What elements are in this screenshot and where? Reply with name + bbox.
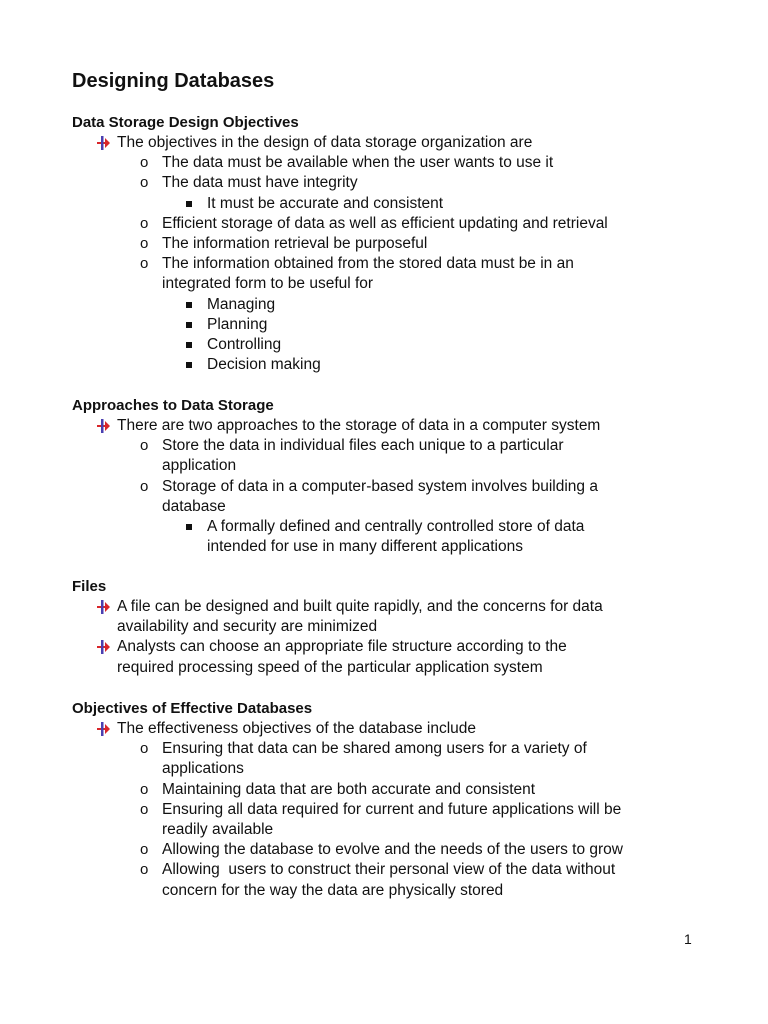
page-number: 1 [684, 931, 692, 947]
list-item: o Store the data in individual files each unique to a particular [72, 436, 712, 456]
arrow-bullet-icon [95, 640, 111, 654]
list-item: o Ensuring all data required for current and future applications will be [72, 800, 712, 820]
list-item-continuation: required processing speed of the particular application system [117, 658, 543, 676]
circle-bullet-icon: o [140, 800, 149, 818]
list-item: The effectiveness objectives of the database include [72, 719, 712, 739]
arrow-bullet-icon [95, 136, 111, 150]
list-item: Managing [72, 295, 712, 315]
list-item: o The data must be available when the user wants to use it [72, 153, 712, 173]
list-item: A file can be designed and built quite rapidly, and the concerns for data [72, 597, 712, 617]
list-item: o The data must have integrity [72, 173, 712, 193]
arrow-bullet-icon [95, 722, 111, 736]
circle-bullet-icon: o [140, 437, 149, 455]
circle-bullet-icon: o [140, 154, 149, 172]
square-bullet-icon [186, 201, 192, 207]
section-approaches-to-data-storage [72, 396, 712, 557]
circle-bullet-icon: o [140, 740, 149, 758]
section-data-storage-design-objectives [72, 113, 712, 375]
circle-bullet-icon: o [140, 255, 149, 273]
list-item: o The information retrieval be purposeful [72, 234, 712, 254]
section-heading: Files [72, 578, 107, 595]
list-item: Analysts can choose an appropriate file structure according to the [72, 637, 712, 657]
list-item: It must be accurate and consistent [72, 194, 712, 214]
square-bullet-icon [186, 342, 192, 348]
arrow-bullet-icon [95, 419, 111, 433]
circle-bullet-icon: o [140, 780, 149, 798]
list-item: o The information obtained from the stored data must be in an [72, 254, 712, 274]
list-item: Planning [72, 315, 712, 335]
list-item-continuation: integrated form to be useful for [162, 275, 374, 293]
circle-bullet-icon: o [140, 477, 149, 495]
page-title: Designing Databases [72, 70, 275, 92]
list-item: Controlling [72, 335, 712, 355]
circle-bullet-icon: o [140, 841, 149, 859]
list-item-continuation: application [162, 457, 237, 475]
square-bullet-icon [186, 362, 192, 368]
circle-bullet-icon: o [140, 174, 149, 192]
list-item: Decision making [72, 355, 712, 375]
list-item: o Allowing the database to evolve and the needs of the users to grow [72, 840, 712, 860]
arrow-bullet-icon [95, 600, 111, 614]
circle-bullet-icon: o [140, 861, 149, 879]
section-heading: Objectives of Effective Databases [72, 700, 313, 717]
section-files [72, 577, 712, 678]
section-heading: Approaches to Data Storage [72, 397, 274, 414]
list-item: A formally defined and centrally controlled store of data [72, 517, 712, 537]
circle-bullet-icon: o [140, 235, 149, 253]
list-item: The objectives in the design of data storage organization are [72, 133, 712, 153]
list-item-continuation: database [162, 497, 226, 515]
section-heading: Data Storage Design Objectives [72, 114, 299, 131]
list-item-continuation: availability and security are minimized [117, 618, 378, 636]
square-bullet-icon [186, 302, 192, 308]
section-objectives-of-effective-databases [72, 699, 712, 901]
list-item-continuation: concern for the way the data are physically stored [162, 881, 504, 899]
list-item: There are two approaches to the storage of data in a computer system [72, 416, 712, 436]
list-item-continuation: intended for use in many different applications [207, 538, 523, 556]
list-item: o Efficient storage of data as well as efficient updating and retrieval [72, 214, 712, 234]
list-item: o Maintaining data that are both accurate and consistent [72, 780, 712, 800]
list-item: o Storage of data in a computer-based system involves building a [72, 477, 712, 497]
list-item-continuation: readily available [162, 821, 274, 839]
list-item-continuation: applications [162, 760, 244, 778]
square-bullet-icon [186, 322, 192, 328]
circle-bullet-icon: o [140, 214, 149, 232]
list-item: o Ensuring that data can be shared among users for a variety of [72, 739, 712, 759]
square-bullet-icon [186, 524, 192, 530]
list-item: o Allowing users to construct their personal view of the data without [72, 860, 712, 880]
